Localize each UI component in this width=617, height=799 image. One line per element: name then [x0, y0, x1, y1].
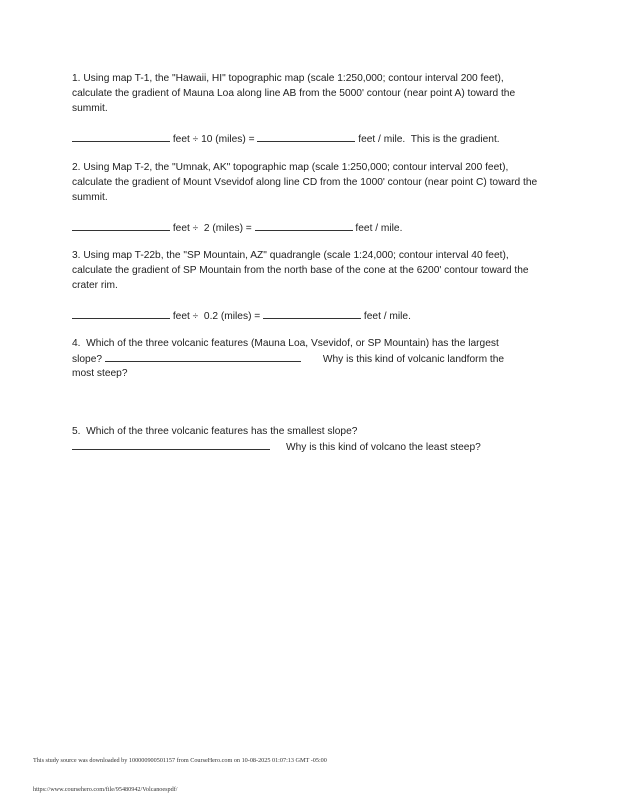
answer-blank[interactable] [72, 439, 270, 450]
question-text: Why is this kind of volcanic landform the [322, 354, 505, 365]
formula-text: feet ÷ 10 (miles) = [170, 134, 258, 145]
answer-blank[interactable] [72, 131, 170, 142]
question-5-line-2 [72, 439, 481, 455]
question-2-text: 2. Using Map T-2, the "Umnak, AK" topographic map (scale 1:250,000; contour interval 200 feet), calculate the gradient of Mount Vsevidof along line CD from the 1000' contour (near point C) toward the summit. [72, 162, 538, 203]
question-4-line-3: most steep? [72, 368, 128, 379]
answer-blank[interactable] [263, 308, 361, 319]
answer-blank[interactable] [72, 308, 170, 319]
question-4-line-2 [72, 351, 504, 367]
question-1-formula [72, 131, 500, 147]
question-text: Why is this kind of volcano the least steep? [286, 442, 481, 453]
formula-unit: feet / mile. [361, 311, 411, 322]
answer-blank[interactable] [255, 220, 353, 231]
question-2-formula [72, 220, 402, 236]
formula-text: feet ÷ 0.2 (miles) = [170, 311, 264, 322]
question-text: slope? [72, 354, 105, 365]
question-5-line-1: 5. Which of the three volcanic features has the smallest slope? [72, 426, 358, 437]
question-3-formula [72, 308, 411, 324]
formula-text: feet ÷ 2 (miles) = [170, 223, 255, 234]
download-notice: This study source was downloaded by 100000900501157 from CourseHero.com on 10-08-2025 01:07:13 GMT -05:00 [33, 757, 327, 764]
answer-blank[interactable] [257, 131, 355, 142]
question-4-line-1: 4. Which of the three volcanic features (Mauna Loa, Vsevidof, or SP Mountain) has the largest [72, 338, 499, 349]
source-url[interactable]: https://www.coursehero.com/file/95480942/Volcanoespdf/ [33, 786, 178, 793]
answer-blank[interactable] [72, 220, 170, 231]
question-1-text: 1. Using map T-1, the "Hawaii, HI" topographic map (scale 1:250,000; contour interval 200 feet), calculate the gradient of Mauna Loa along line AB from the 5000' contour (near point A) toward the summit. [72, 73, 516, 114]
formula-unit: feet / mile. This is the gradient. [355, 134, 500, 145]
formula-unit: feet / mile. [352, 223, 403, 234]
answer-blank[interactable] [105, 351, 301, 362]
question-3-text: 3. Using map T-22b, the "SP Mountain, AZ" quadrangle (scale 1:24,000; contour interval 40 feet), calculate the gradient of SP Mountain from the north base of the cone at the 6200' contour toward the crater rim. [72, 250, 529, 291]
